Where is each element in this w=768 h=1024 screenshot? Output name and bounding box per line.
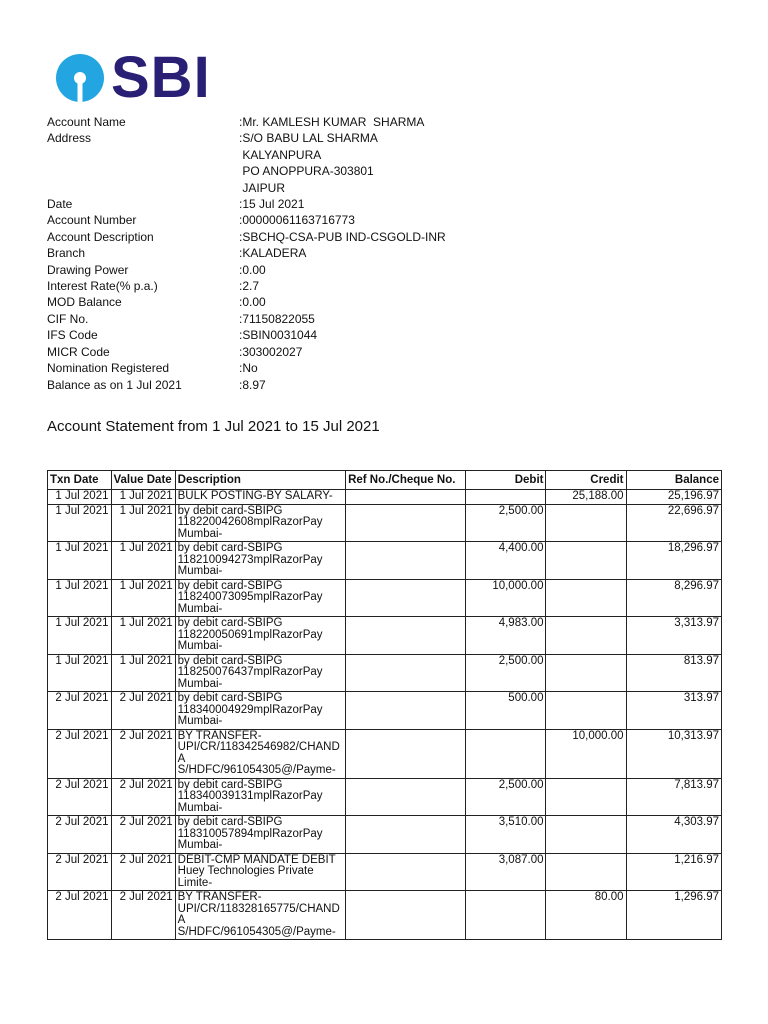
cell-value-date: 1 Jul 2021 (111, 579, 175, 617)
info-value: PO ANOPPURA-303801 (239, 164, 374, 179)
cell-description (175, 504, 345, 542)
description-line: 118340039131mplRazorPay (177, 790, 323, 802)
cell-ref (346, 692, 466, 730)
cell-txn-date: 1 Jul 2021 (48, 579, 112, 617)
cell-debit: 3,510.00 (466, 816, 546, 854)
cell-value-date: 2 Jul 2021 (111, 816, 175, 854)
description-line: Limite- (177, 876, 213, 889)
description-line: by debit card-SBIPG (177, 654, 283, 667)
info-value: :KALADERA (239, 246, 307, 261)
cell-credit (546, 853, 626, 891)
cell-balance: 813.97 (626, 654, 722, 692)
info-label: Drawing Power (47, 262, 129, 277)
info-row (47, 229, 446, 245)
cell-credit: 25,188.00 (546, 490, 626, 505)
cell-credit: 10,000.00 (546, 729, 626, 778)
cell-ref (346, 891, 466, 940)
cell-balance: 1,296.97 (626, 891, 722, 940)
cell-value-date: 2 Jul 2021 (111, 778, 175, 816)
cell-credit (546, 542, 626, 580)
sbi-logo-text: SBI (111, 45, 211, 110)
cell-value-date: 1 Jul 2021 (111, 490, 175, 505)
table-row (48, 504, 722, 542)
description-line: by debit card-SBIPG (177, 504, 283, 517)
info-value: :71150822055 (239, 311, 315, 326)
info-row (47, 278, 446, 294)
cell-ref (346, 617, 466, 655)
info-row (47, 114, 446, 130)
description-line: A (177, 752, 186, 765)
description-line: A (177, 914, 186, 926)
info-label: Account Description (47, 229, 154, 244)
info-value: :Mr. KAMLESH KUMAR SHARMA (239, 115, 425, 129)
description-line: by debit card-SBIPG (177, 579, 283, 592)
table-row (48, 729, 722, 778)
info-value: :15 Jul 2021 (239, 197, 305, 212)
cell-description (175, 579, 345, 617)
cell-debit: 2,500.00 (466, 654, 546, 692)
description-line: S/HDFC/961054305@/Payme- (177, 764, 336, 776)
description-line: by debit card-SBIPG (177, 617, 283, 629)
info-row (47, 196, 446, 212)
cell-ref (346, 490, 466, 505)
info-value: :S/O BABU LAL SHARMA (239, 131, 378, 146)
info-value: KALYANPURA (239, 147, 322, 162)
info-row (47, 163, 446, 179)
cell-balance: 7,813.97 (626, 778, 722, 816)
description-line: BY TRANSFER- (177, 891, 262, 903)
statement-title: Account Statement from 1 Jul 2021 to 15 Jul 2021 (47, 418, 380, 435)
cell-credit (546, 654, 626, 692)
description-line: 118310057894mplRazorPay (177, 827, 323, 840)
cell-credit: 80.00 (546, 891, 626, 940)
info-row (47, 377, 446, 393)
info-value: :0.00 (239, 295, 266, 310)
cell-ref (346, 729, 466, 778)
cell-ref (346, 654, 466, 692)
table-row (48, 778, 722, 816)
cell-description (175, 778, 345, 816)
info-label: IFS Code (47, 328, 98, 343)
table-row (48, 891, 722, 940)
cell-txn-date: 2 Jul 2021 (48, 729, 112, 778)
table-row (48, 490, 722, 505)
cell-value-date: 1 Jul 2021 (111, 617, 175, 655)
description-line: Mumbai- (177, 715, 223, 727)
info-row (47, 294, 446, 310)
cell-credit (546, 504, 626, 542)
description-line: 118340004929mplRazorPay (177, 703, 323, 716)
cell-credit (546, 778, 626, 816)
cell-credit (546, 617, 626, 655)
cell-debit: 10,000.00 (466, 579, 546, 617)
description-line: Mumbai- (177, 602, 223, 615)
cell-balance: 8,296.97 (626, 579, 722, 617)
cell-txn-date: 2 Jul 2021 (48, 816, 112, 854)
header-txn-date: Txn Date (48, 471, 112, 490)
header-balance: Balance (626, 471, 722, 490)
cell-ref (346, 579, 466, 617)
cell-balance: 10,313.97 (626, 729, 722, 778)
cell-value-date: 2 Jul 2021 (111, 729, 175, 778)
cell-txn-date: 1 Jul 2021 (48, 504, 112, 542)
cell-credit (546, 692, 626, 730)
info-label: Interest Rate(% p.a.) (47, 279, 158, 294)
cell-description (175, 617, 345, 655)
cell-description (175, 654, 345, 692)
description-line: 118210094273mplRazorPay (177, 553, 323, 566)
cell-balance: 313.97 (626, 692, 722, 730)
info-value: :8.97 (239, 377, 266, 392)
info-label: Address (47, 131, 92, 146)
cell-ref (346, 778, 466, 816)
header-description: Description (175, 471, 345, 490)
cell-txn-date: 2 Jul 2021 (48, 778, 112, 816)
table-header-row (48, 471, 722, 490)
description-line: by debit card-SBIPG (177, 778, 283, 791)
cell-description (175, 816, 345, 854)
table-row (48, 579, 722, 617)
sbi-keyhole-icon (55, 53, 105, 103)
description-line: 118220050691mplRazorPay (177, 628, 323, 641)
info-label: MOD Balance (47, 295, 122, 310)
info-row (47, 212, 446, 228)
cell-balance: 3,313.97 (626, 617, 722, 655)
info-row (47, 245, 446, 261)
cell-description (175, 853, 345, 891)
info-value: :2.7 (239, 279, 260, 294)
cell-credit (546, 816, 626, 854)
table-row (48, 816, 722, 854)
description-line: by debit card-SBIPG (177, 542, 283, 554)
cell-txn-date: 1 Jul 2021 (48, 490, 112, 505)
cell-txn-date: 1 Jul 2021 (48, 542, 112, 580)
info-label (47, 147, 239, 163)
info-value: :0.00 (239, 262, 266, 277)
info-value: JAIPUR (239, 180, 286, 195)
cell-value-date: 1 Jul 2021 (111, 542, 175, 580)
description-line: 118220042608mplRazorPay (177, 516, 323, 528)
info-value: :No (239, 361, 258, 376)
cell-balance: 4,303.97 (626, 816, 722, 854)
description-line: BULK POSTING-BY SALARY- (177, 490, 333, 502)
header-ref: Ref No./Cheque No. (346, 471, 466, 490)
cell-ref (346, 816, 466, 854)
cell-txn-date: 1 Jul 2021 (48, 654, 112, 692)
cell-balance: 1,216.97 (626, 853, 722, 891)
info-row (47, 147, 446, 163)
cell-debit (466, 891, 546, 940)
table-row (48, 654, 722, 692)
description-line: Huey Technologies Private (177, 865, 314, 877)
cell-debit: 500.00 (466, 692, 546, 730)
cell-value-date: 2 Jul 2021 (111, 891, 175, 940)
table-row (48, 617, 722, 655)
cell-balance: 22,696.97 (626, 504, 722, 542)
description-line: BY TRANSFER- (177, 729, 262, 742)
description-line: Mumbai- (177, 527, 223, 540)
description-line: Mumbai- (177, 801, 223, 814)
header-debit: Debit (466, 471, 546, 490)
description-line: by debit card-SBIPG (177, 816, 283, 828)
info-value: :SBCHQ-CSA-PUB IND-CSGOLD-INR (239, 229, 446, 244)
sbi-logo (55, 45, 211, 110)
info-row (47, 262, 446, 278)
info-label: Date (47, 197, 73, 212)
cell-balance: 25,196.97 (626, 490, 722, 505)
cell-ref (346, 542, 466, 580)
info-row (47, 180, 446, 196)
description-line: 118250076437mplRazorPay (177, 666, 323, 678)
info-value: :SBIN0031044 (239, 328, 318, 343)
cell-description (175, 729, 345, 778)
info-label: Balance as on 1 Jul 2021 (47, 377, 182, 392)
info-label: MICR Code (47, 344, 110, 359)
account-info (47, 114, 446, 393)
cell-description (175, 490, 345, 505)
description-line: Mumbai- (177, 839, 223, 851)
info-value: :00000061163716773 (239, 213, 355, 228)
info-label (47, 180, 239, 196)
cell-description (175, 891, 345, 940)
info-row (47, 344, 446, 360)
info-label: CIF No. (47, 311, 89, 326)
description-line: by debit card-SBIPG (177, 692, 283, 704)
info-row (47, 360, 446, 376)
info-label (47, 163, 239, 179)
description-line: UPI/CR/118342546982/CHAND (177, 741, 340, 753)
info-value: :303002027 (239, 344, 303, 359)
description-line: Mumbai- (177, 565, 223, 577)
cell-value-date: 2 Jul 2021 (111, 692, 175, 730)
cell-txn-date: 2 Jul 2021 (48, 891, 112, 940)
cell-debit: 2,500.00 (466, 504, 546, 542)
description-line: Mumbai- (177, 677, 223, 690)
cell-txn-date: 2 Jul 2021 (48, 853, 112, 891)
cell-ref (346, 853, 466, 891)
table-row (48, 542, 722, 580)
info-label: Account Name (47, 115, 126, 129)
header-value-date: Value Date (111, 471, 175, 490)
info-row (47, 130, 446, 146)
cell-debit (466, 729, 546, 778)
cell-description (175, 692, 345, 730)
cell-txn-date: 2 Jul 2021 (48, 692, 112, 730)
transactions-table (47, 470, 722, 940)
description-line: DEBIT-CMP MANDATE DEBIT (177, 853, 336, 866)
cell-balance: 18,296.97 (626, 542, 722, 580)
cell-txn-date: 1 Jul 2021 (48, 617, 112, 655)
header-credit: Credit (546, 471, 626, 490)
cell-debit: 4,400.00 (466, 542, 546, 580)
cell-credit (546, 579, 626, 617)
info-row (47, 311, 446, 327)
description-line: UPI/CR/118328165775/CHAND (177, 902, 340, 915)
description-line: Mumbai- (177, 640, 223, 652)
cell-ref (346, 504, 466, 542)
info-label: Nomination Registered (47, 361, 170, 376)
cell-debit: 2,500.00 (466, 778, 546, 816)
cell-debit: 3,087.00 (466, 853, 546, 891)
description-line: 118240073095mplRazorPay (177, 591, 323, 603)
description-line: S/HDFC/961054305@/Payme- (177, 925, 336, 938)
table-row (48, 853, 722, 891)
cell-value-date: 1 Jul 2021 (111, 504, 175, 542)
cell-debit: 4,983.00 (466, 617, 546, 655)
info-row (47, 327, 446, 343)
cell-value-date: 2 Jul 2021 (111, 853, 175, 891)
info-label: Account Number (47, 213, 137, 228)
cell-description (175, 542, 345, 580)
cell-value-date: 1 Jul 2021 (111, 654, 175, 692)
table-row (48, 692, 722, 730)
cell-debit (466, 490, 546, 505)
info-label: Branch (47, 246, 86, 261)
